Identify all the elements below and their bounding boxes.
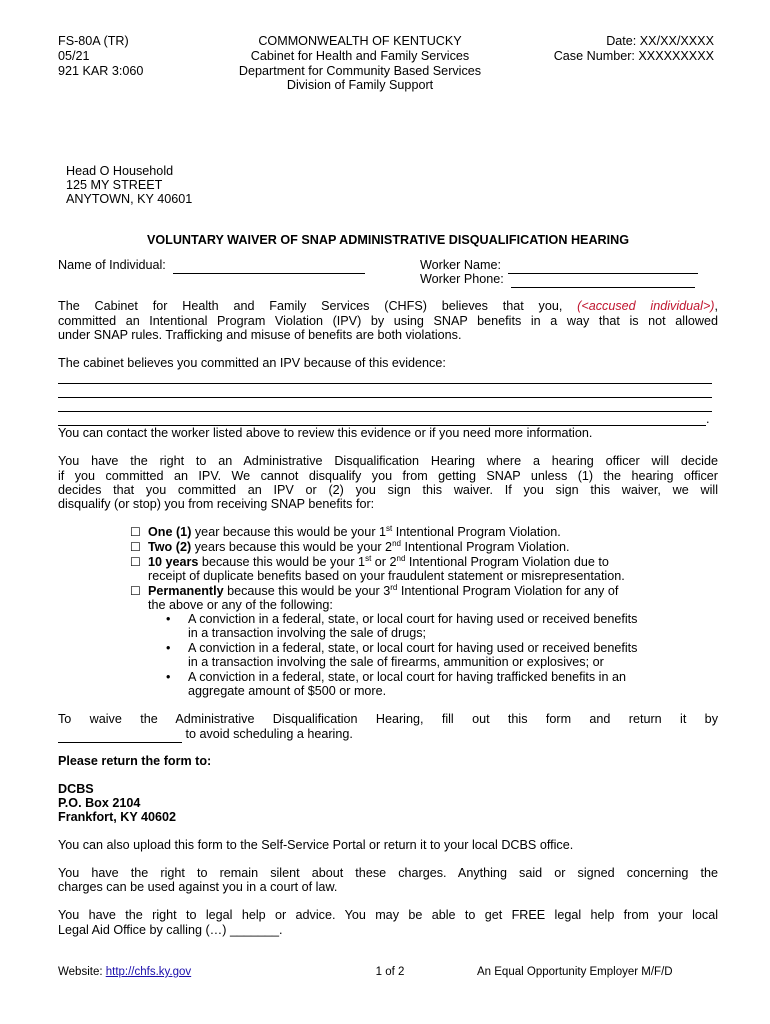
agency-line-1: COMMONWEALTH OF KENTUCKY: [258, 34, 462, 48]
legal-line-2: Legal Aid Office by calling (…) _______.: [58, 923, 283, 937]
checkbox-icon[interactable]: ☐: [130, 540, 141, 554]
ordinal: st: [386, 524, 393, 533]
ordinal: nd: [396, 554, 406, 563]
waive-text: to avoid scheduling a hearing.: [185, 727, 353, 741]
form-id: FS-80A (TR): [58, 34, 129, 48]
option-text: because this would be your 1: [198, 555, 366, 569]
agency-line-4: Division of Family Support: [286, 78, 434, 92]
name-of-individual-field: [58, 258, 365, 274]
agency-line-2: Cabinet for Health and Family Services: [250, 49, 470, 63]
evidence-line-1: [58, 383, 712, 384]
silent-line-2: charges can be used against you in a court of law.: [58, 880, 338, 894]
rights-line-4: disqualify (or stop) you from receiving SNAP benefits for:: [58, 497, 375, 511]
ordinal: rd: [390, 583, 398, 592]
option-text: years because this would be your 2: [191, 540, 393, 554]
bullet-icon: •: [166, 612, 171, 626]
option-text: Intentional Program Violation.: [392, 525, 561, 539]
ordinal: st: [365, 554, 372, 563]
intro-comma: ,: [714, 299, 718, 313]
footer-eoe: An Equal Opportunity Employer M/F/D: [477, 966, 673, 978]
legal-line-1: You have the right to legal help or advice. You may be able to get FREE legal help from your local: [58, 908, 718, 922]
evidence-line-2: [58, 397, 712, 398]
evidence-period: .: [706, 412, 710, 426]
form-date: 05/21: [58, 49, 90, 63]
option-text: Intentional Program Violation due to: [405, 555, 609, 569]
page-number: 1 of 2: [375, 966, 405, 978]
checkbox-icon[interactable]: ☐: [130, 555, 141, 569]
page-title: VOLUNTARY WAIVER OF SNAP ADMINISTRATIVE DISQUALIFICATION HEARING: [146, 233, 630, 247]
regulation: 921 KAR 3:060: [58, 64, 144, 78]
option-permanently-cont: the above or any of the following:: [148, 598, 333, 612]
bullet-icon: •: [166, 670, 171, 684]
waive-line-2: [58, 727, 353, 743]
rights-line-3: decides that you committed an IPV or (2) you sign this waiver. If you sign this waiver, we will: [58, 483, 718, 497]
option-permanently: [130, 584, 618, 599]
address-line-1: Head O Household: [66, 164, 174, 178]
worker-name-label: Worker Name:: [420, 258, 501, 272]
evidence-lead: The cabinet believes you committed an IPV because of this evidence:: [58, 356, 446, 370]
return-heading: Please return the form to:: [58, 754, 212, 768]
option-label: Two (2): [148, 540, 192, 554]
intro-line-2: committed an Intentional Program Violation (IPV) by using SNAP benefits in a way that is not allowed: [58, 314, 718, 328]
option-two-years: [130, 540, 569, 555]
intro-text: The Cabinet for Health and Family Services (CHFS) believes that you,: [58, 299, 563, 313]
website-label: Website:: [58, 966, 103, 978]
waive-line-1: To waive the Administrative Disqualification Hearing, fill out this form and return it by: [58, 712, 718, 726]
worker-phone-label: Worker Phone:: [420, 272, 504, 286]
option-label: One (1): [148, 525, 192, 539]
option-label: Permanently: [148, 584, 224, 598]
notice-date: Date: XX/XX/XXXX: [606, 34, 714, 48]
bullet-2-line-1: A conviction in a federal, state, or local court for having used or received benefits: [188, 641, 638, 655]
intro-line-1: [58, 299, 718, 314]
option-label: 10 years: [148, 555, 199, 569]
agency-line-3: Department for Community Based Services: [238, 64, 482, 78]
case-number: Case Number: XXXXXXXXX: [553, 49, 714, 63]
evidence-line-3: [58, 411, 712, 412]
evidence-contact: You can contact the worker listed above to review this evidence or if you need more information.: [58, 426, 593, 440]
name-blank: [173, 258, 365, 274]
worker-phone-field: [420, 272, 695, 288]
upload-note: You can also upload this form to the Self-Service Portal or return it to your local DCBS office.: [58, 838, 574, 852]
checkbox-icon[interactable]: ☐: [130, 525, 141, 539]
option-text: because this would be your 3: [223, 584, 391, 598]
ordinal: nd: [392, 539, 401, 548]
bullet-3-line-2: aggregate amount of $500 or more.: [188, 684, 387, 698]
bullet-3-line-1: A conviction in a federal, state, or local court for having trafficked benefits in an: [188, 670, 626, 684]
address-line-2: 125 MY STREET: [66, 178, 163, 192]
option-text: or 2: [371, 555, 397, 569]
return-address-line-3: Frankfort, KY 40602: [58, 810, 177, 824]
option-text: year because this would be your 1: [191, 525, 387, 539]
rights-line-2: if you committed an IPV. We cannot disqualify you from getting SNAP unless (1) the hearing officer: [58, 469, 718, 483]
option-text: Intentional Program Violation for any of: [397, 584, 619, 598]
footer-website: [58, 965, 191, 980]
return-address-line-1: DCBS: [58, 782, 94, 796]
checkbox-icon[interactable]: ☐: [130, 584, 141, 598]
option-ten-years: [130, 555, 609, 570]
rights-line-1: You have the right to an Administrative Disqualification Hearing where a hearing officer will decide: [58, 454, 718, 468]
option-text: Intentional Program Violation.: [400, 540, 570, 554]
bullet-2-line-2: in a transaction involving the sale of firearms, ammunition or explosives; or: [188, 655, 604, 669]
silent-line-1: You have the right to remain silent about these charges. Anything said or signed concerning the: [58, 866, 718, 880]
return-address-line-2: P.O. Box 2104: [58, 796, 141, 810]
address-line-3: ANYTOWN, KY 40601: [66, 192, 193, 206]
option-ten-years-cont: receipt of duplicate benefits based on your fraudulent statement or misrepresentation.: [148, 569, 625, 583]
website-link[interactable]: http://chfs.ky.gov: [105, 966, 192, 978]
option-one-year: [130, 525, 561, 540]
bullet-icon: •: [166, 641, 171, 655]
name-label: Name of Individual:: [58, 258, 166, 272]
intro-line-3: under SNAP rules. Trafficking and misuse of benefits are both violations.: [58, 328, 462, 342]
bullet-1-line-1: A conviction in a federal, state, or local court for having used or received benefits: [188, 612, 638, 626]
return-by-blank: [58, 727, 182, 743]
bullet-1-line-2: in a transaction involving the sale of drugs;: [188, 626, 427, 640]
worker-phone-blank: [511, 272, 695, 288]
accused-individual-placeholder: (<accused individual>): [577, 299, 715, 313]
